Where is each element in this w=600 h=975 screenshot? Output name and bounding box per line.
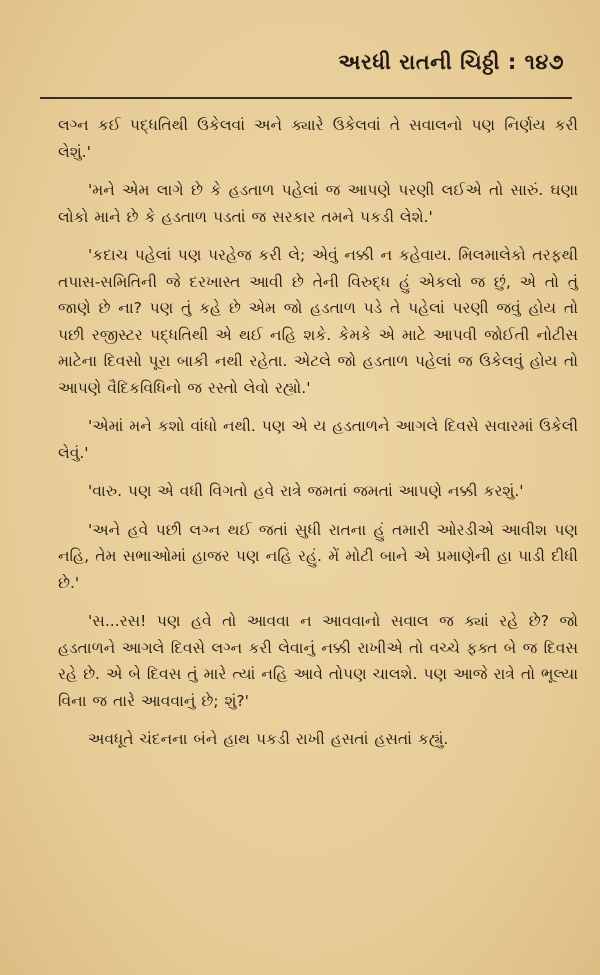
paragraph-5: 'વારુ. પણ એ વધી વિગતો હવે રાત્રે જમતાં જમતાં આપણે નક્કી કરશું.' [88, 482, 524, 500]
paragraph-4: 'એમાં મને કશો વાંધો નથી. પણ એ ય હડતાળને આગલે દિવસે સવારમાં ઉકેલી લેવું.' [58, 417, 578, 462]
body-text [58, 112, 578, 765]
paragraph-8: અવધૂતે ચંદનના બંને હાથ પકડી રાખી હસતાં હસતાં કહ્યું. [88, 730, 449, 748]
paragraph-3: 'કદાચ પહેલાં પણ પરહેજ કરી લે; એવું નક્કી ન કહેવાય. મિલમાલેકો તરફથી તપાસ-સમિતિની જે દરખાસ્ત આવી છે તેની વિરુદ્ધ હું એકલો જ છું, એ તો તું જાણે છે ના? પણ તું કહે છે એમ જો હડતાળ પડે તે પહેલાં પરણી જવું હોય તો પછી રજીસ્ટર પદ્ધતિથી એ થઈ નહિ શકે. કેમકે એ માટે આપવી જોઈતી નોટીસ માટેના દિવસો પૂરા બાકી નથી રહેતા. એટલે જો હડતાળ પહેલાં જ ઉકેલવું હોય તો આપણે વૈદિકવિધિનો જ રસ્તો લેવો રહ્યો.' [58, 246, 578, 397]
paragraph-2: 'મને એમ લાગે છે કે હડતાળ પહેલાં જ આપણે પરણી લઈએ તો સારું. ઘણા લોકો માને છે કે હડતાળ પડતાં જ સરકાર તમને પકડી લેશે.' [58, 181, 578, 226]
paragraph-6: 'અને હવે પછી લગ્ન થઈ જતાં સુધી રાતના હું તમારી ઓરડીએ આવીશ પણ નહિ, તેમ સભાઓમાં હાજર પણ નહિ રહું. મેં મોટી બાને એ પ્રમાણેની હા પાડી દીધી છે.' [58, 520, 578, 592]
running-head: અરધી રાતની ચિઠ્ઠી : ૧૪૭ [338, 50, 564, 74]
paragraph-1: લગ્ન કઈ પદ્ધતિથી ઉકેલવાં અને ક્યારે ઉકેલવાં તે સવાલનો પણ નિર્ણય કરી લેશું.' [58, 116, 578, 161]
header-rule [40, 97, 572, 99]
paragraph-7: 'સ...રસ! પણ હવે તો આવવા ન આવવાનો સવાલ જ ક્યાં રહે છે? જો હડતાળને આગલે દિવસે લગ્ન કરી લેવાનું નક્કી રાખીએ તો વચ્ચે ફક્ત બે જ દિવસ રહે છે. એ બે દિવસ તું મારે ત્યાં નહિ આવે તોપણ ચાલશે. પણ આજે રાત્રે તો ભૂલ્યા વિના જ તારે આવવાનું છે; શું?' [58, 612, 578, 710]
